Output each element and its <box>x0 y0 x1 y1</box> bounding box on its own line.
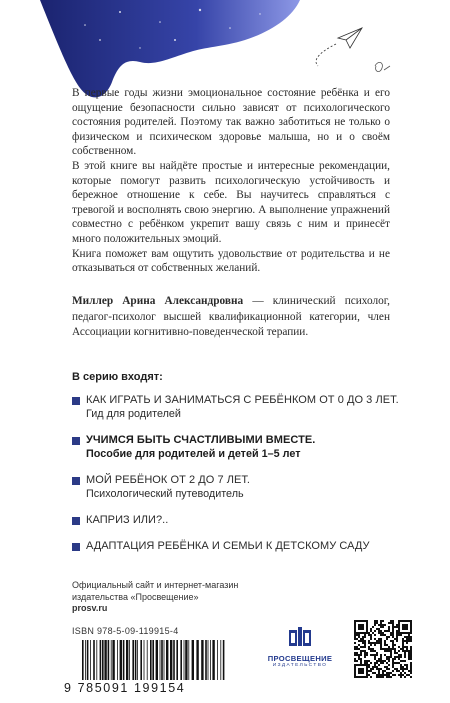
series-item-subtitle: Гид для родителей <box>86 408 181 420</box>
intro-text <box>72 86 390 276</box>
square-bullet-icon <box>72 517 80 525</box>
logo-subtitle: ИЗДАТЕЛЬСТВО <box>272 663 328 668</box>
series-item <box>72 474 402 501</box>
series-item-subtitle: Психологический путеводитель <box>86 488 244 500</box>
intro-paragraph-3: Книга поможет вам ощутить удовольствие от родительства и не отказываться от собственных желаний. <box>72 247 390 275</box>
series-item-title: АДАПТАЦИЯ РЕБЁНКА И СЕМЬИ К ДЕТСКОМУ САДУ <box>86 540 370 552</box>
square-bullet-icon <box>72 477 80 485</box>
site-line-1: Официальный сайт и интернет-магазин <box>72 580 239 590</box>
series-item-title: МОЙ РЕБЁНОК ОТ 2 ДО 7 ЛЕТ. <box>86 474 251 486</box>
site-line-2: издательства «Просвещение» <box>72 591 199 602</box>
author-name: Миллер Арина Александровна <box>72 295 244 307</box>
series-item <box>72 514 402 527</box>
series-item <box>72 540 402 553</box>
prosveshchenie-logo-icon <box>287 626 313 648</box>
series-item-title: КАК ИГРАТЬ И ЗАНИМАТЬСЯ С РЕБЁНКОМ ОТ 0 ДО 3 ЛЕТ. <box>86 394 399 406</box>
intro-paragraph-1: В первые годы жизни эмоциональное состояние ребёнка и его ощущение безопасности сильно зависят от психологического состояния родителей. Поэтому так важно заботиться не только о физическом и психическом здоровье малыша, но и о своём собственном. <box>72 87 390 158</box>
paper-plane-icon <box>316 28 362 66</box>
author-bio <box>72 294 390 341</box>
publisher-site-info <box>72 580 238 615</box>
series-item-subtitle: Пособие для родителей и детей 1–5 лет <box>86 448 301 460</box>
series-item <box>72 434 402 461</box>
barcode <box>80 640 230 680</box>
isbn-number: ISBN 978-5-09-119915-4 <box>72 626 179 636</box>
series-item <box>72 394 402 421</box>
logo-name: ПРОСВЕЩЕНИЕ <box>267 654 333 663</box>
author-description: — клинический психолог, педагог-психолог высшей квалификационной категории, член Ассоциации когнитивно-поведенческой терапии. <box>72 295 390 338</box>
series-heading: В серию входят: <box>72 371 163 383</box>
publisher-logo <box>263 626 337 668</box>
site-url[interactable]: prosv.ru <box>72 603 108 613</box>
series-item-title: УЧИМСЯ БЫТЬ СЧАСТЛИВЫМИ ВМЕСТЕ. <box>86 434 316 446</box>
qr-code[interactable] <box>354 620 412 678</box>
series-item-title: КАПРИЗ ИЛИ?.. <box>86 514 169 526</box>
series-list <box>72 394 402 566</box>
doodle-icon <box>375 62 390 71</box>
ean-digits: 9 785091 199154 <box>64 681 186 695</box>
intro-paragraph-2: В этой книге вы найдёте простые и интересные рекомендации, которые помогут развить психологическую устойчивость и бережное отношение к себе. Вы научитесь справляться с тревогой и восполнять свою энергию. А выполнение упражнений совместно с ребёнком укрепит вашу связь с ним и принесёт много положительных эмоций. <box>72 159 390 245</box>
square-bullet-icon <box>72 543 80 551</box>
square-bullet-icon <box>72 397 80 405</box>
square-bullet-icon <box>72 437 80 445</box>
